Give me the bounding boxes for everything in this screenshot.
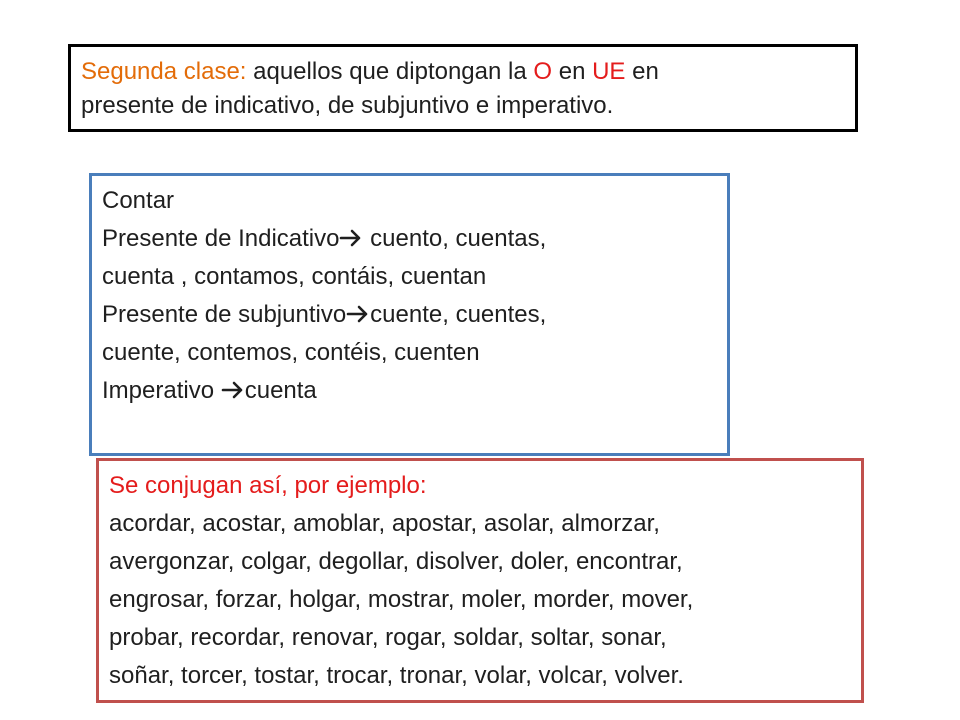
examples-line: acordar, acostar, amoblar, apostar, asolar, almorzar, (109, 510, 660, 537)
letter-o: O (533, 58, 553, 85)
subjuntivo-line-1 (102, 296, 717, 334)
subjuntivo-line-2: cuente, contemos, contéis, cuenten (102, 339, 480, 366)
class-label: Segunda clase: (81, 58, 247, 85)
indicativo-label: Presente de Indicativo (102, 225, 340, 252)
title-text-3: en (625, 58, 659, 85)
indicativo-line-1 (102, 220, 717, 258)
imperativo-line (102, 372, 717, 410)
examples-line: probar, recordar, renovar, rogar, soldar, soltar, sonar, (109, 624, 667, 651)
imperativo-form: cuenta (244, 377, 317, 404)
letters-ue: UE (592, 58, 626, 85)
title-box (68, 44, 858, 132)
arrow-right-icon (339, 228, 363, 248)
imperativo-label: Imperativo (102, 377, 221, 404)
title-text-2: en (552, 58, 593, 85)
examples-heading: Se conjugan así, por ejemplo: (109, 472, 427, 499)
examples-box (96, 458, 864, 703)
indicativo-line-2: cuenta , contamos, contáis, cuentan (102, 263, 487, 290)
verb-heading: Contar (102, 187, 175, 214)
indicativo-forms-1: cuento, cuentas, (363, 225, 547, 252)
title-line-2: presente de indicativo, de subjuntivo e imperativo. (81, 92, 614, 119)
arrow-right-icon (346, 304, 370, 324)
examples-line: avergonzar, colgar, degollar, disolver, doler, encontrar, (109, 548, 683, 575)
arrow-right-icon (221, 380, 245, 400)
title-line-1 (81, 55, 845, 89)
subjuntivo-label: Presente de subjuntivo (102, 301, 347, 328)
examples-line: soñar, torcer, tostar, trocar, tronar, volar, volcar, volver. (109, 662, 684, 689)
subjuntivo-forms-1: cuente, cuentes, (370, 301, 547, 328)
title-text-1: aquellos que diptongan la (246, 58, 534, 85)
examples-line: engrosar, forzar, holgar, mostrar, moler, morder, mover, (109, 586, 694, 613)
contar-box (89, 173, 730, 456)
